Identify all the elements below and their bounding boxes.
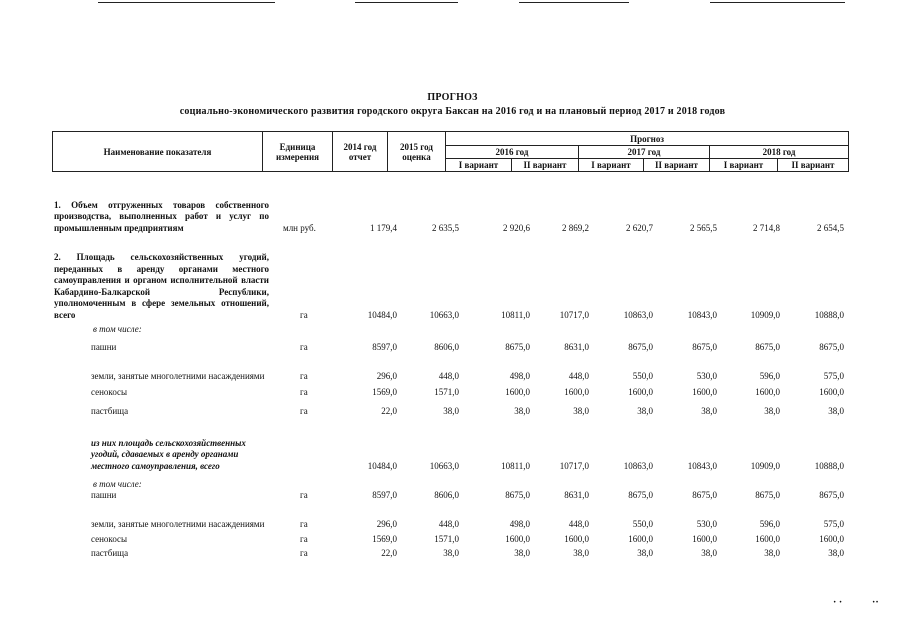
table-row [0,196,905,234]
value-2016-v1: 8675,0 [505,489,530,500]
value-2018-v1: 10909,0 [750,460,780,471]
table-row [0,506,905,530]
value-2017-v1: 10863,0 [623,460,653,471]
value-2015: 1571,0 [434,386,459,397]
table-row [0,386,905,398]
value-2018-v2: 8675,0 [819,341,844,352]
value-2014: 1 179,4 [370,222,397,233]
value-2016-v2: 2 869,2 [562,222,589,233]
value-2016-v1: 10811,0 [501,309,530,320]
value-2017-v2: 38,0 [701,405,717,416]
value-2017-v1: 550,0 [632,370,653,381]
table-row [0,341,905,353]
row-unit: га [300,518,308,529]
value-2017-v1: 1600,0 [628,386,653,397]
value-2016-v2: 1600,0 [564,533,589,544]
value-2016-v1: 498,0 [509,518,530,529]
header-variant-2: II вариант [644,159,710,172]
value-2016-v1: 1600,0 [505,386,530,397]
value-2016-v2: 10717,0 [559,309,589,320]
value-2018-v2: 8675,0 [819,489,844,500]
value-2018-v2: 2 654,5 [817,222,844,233]
value-2016-v1: 498,0 [509,370,530,381]
value-2014: 1569,0 [372,533,397,544]
header-2015: 2015 год оценка [388,132,446,172]
scan-speck: ·· [872,597,879,608]
row-unit: га [300,386,308,397]
value-2014: 8597,0 [372,489,397,500]
value-2015: 448,0 [438,370,459,381]
value-2017-v2: 530,0 [696,370,717,381]
scan-line [710,2,845,3]
value-2018-v2: 38,0 [828,405,844,416]
row-label: земли, занятые многолетними насаждениями [91,518,265,529]
value-2016-v1: 2 920,6 [503,222,530,233]
row-unit: га [300,533,308,544]
value-2018-v2: 575,0 [823,370,844,381]
value-2018-v1: 38,0 [764,547,780,558]
value-2016-v1: 8675,0 [505,341,530,352]
value-2017-v2: 10843,0 [687,309,717,320]
value-2015: 8606,0 [434,341,459,352]
value-2015: 1571,0 [434,533,459,544]
value-2017-v2: 1600,0 [692,386,717,397]
header-2018: 2018 год [710,146,849,159]
value-2015: 448,0 [438,518,459,529]
table-row [0,533,905,545]
header-variant-1: I вариант [710,159,778,172]
value-2014: 1569,0 [372,386,397,397]
scan-line [355,2,458,3]
header-2014: 2014 год отчет [333,132,388,172]
value-2017-v1: 8675,0 [628,489,653,500]
row-label: сенокосы [91,533,128,544]
value-2016-v2: 38,0 [573,547,589,558]
value-2018-v2: 575,0 [823,518,844,529]
value-2016-v2: 448,0 [568,370,589,381]
table-row [0,358,905,382]
value-2014: 22,0 [381,405,397,416]
value-2015: 38,0 [443,547,459,558]
value-2018-v2: 1600,0 [819,386,844,397]
row-label: пашни [91,341,117,352]
table-row [0,424,905,472]
value-2018-v1: 1600,0 [755,533,780,544]
row-label: пастбища [91,405,129,416]
value-2017-v1: 38,0 [637,547,653,558]
value-2018-v1: 596,0 [759,518,780,529]
value-2017-v2: 2 565,5 [690,222,717,233]
value-2018-v1: 8675,0 [755,341,780,352]
value-2014: 296,0 [376,518,397,529]
value-2017-v2: 1600,0 [692,533,717,544]
value-2018-v1: 596,0 [759,370,780,381]
value-2017-v2: 38,0 [701,547,717,558]
value-2017-v1: 38,0 [637,405,653,416]
row-unit: га [300,341,308,352]
table-row [0,323,905,335]
header-variant-2: II вариант [778,159,849,172]
row-label: 2. Площадь сельскохозяйственных угодий, переданных в аренду органами местного самоуправления и органом исполнительной власти Кабардино-Балкарской Республики, уполномоченным в сфере земельных отношений, всего [54,252,269,320]
value-2016-v1: 38,0 [514,405,530,416]
row-label: 1. Объем отгруженных товаров собственного производства, выполненных работ и услуг по промышленным предприятиям [54,199,269,233]
row-unit: га [300,309,308,320]
value-2017-v1: 550,0 [632,518,653,529]
row-label: в том числе: [93,478,142,489]
value-2016-v2: 10717,0 [559,460,589,471]
value-2018-v1: 1600,0 [755,386,780,397]
value-2016-v2: 448,0 [568,518,589,529]
row-unit: га [300,489,308,500]
header-unit: Единица измерения [263,132,333,172]
value-2017-v1: 1600,0 [628,533,653,544]
row-unit: га [300,405,308,416]
value-2015: 2 635,5 [432,222,459,233]
row-label: в том числе: [93,323,142,334]
row-label: сенокосы [91,386,128,397]
scan-line [98,2,275,3]
value-2018-v1: 2 714,8 [753,222,780,233]
value-2016-v1: 1600,0 [505,533,530,544]
row-label: пашни [91,489,117,500]
value-2018-v1: 8675,0 [755,489,780,500]
value-2018-v2: 38,0 [828,547,844,558]
header-variant-1: I вариант [579,159,644,172]
value-2017-v2: 8675,0 [692,341,717,352]
row-unit: га [300,547,308,558]
value-2016-v2: 8631,0 [564,341,589,352]
value-2016-v2: 1600,0 [564,386,589,397]
value-2017-v1: 8675,0 [628,341,653,352]
value-2017-v1: 2 620,7 [626,222,653,233]
value-2016-v1: 10811,0 [501,460,530,471]
value-2016-v2: 8631,0 [564,489,589,500]
scan-line [519,2,629,3]
value-2016-v1: 38,0 [514,547,530,558]
value-2018-v2: 10888,0 [814,309,844,320]
value-2014: 10484,0 [367,460,397,471]
value-2015: 10663,0 [429,460,459,471]
header-variant-1: I вариант [446,159,512,172]
value-2017-v1: 10863,0 [623,309,653,320]
row-label: пастбища [91,547,129,558]
header-2016: 2016 год [446,146,579,159]
row-label: из них площадь сельскохозяйственных угодий, сдаваемых в аренду органами местного самоуправления, всего [91,437,246,471]
document-subtitle: социально-экономического развития городского округа Баксан на 2016 год и на плановый период 2017 и 2018 годов [179,106,726,117]
value-2017-v2: 8675,0 [692,489,717,500]
row-label: земли, занятые многолетними насаждениями [91,370,265,381]
value-2017-v2: 530,0 [696,518,717,529]
value-2017-v2: 10843,0 [687,460,717,471]
value-2014: 8597,0 [372,341,397,352]
table-row [0,489,905,501]
value-2018-v1: 10909,0 [750,309,780,320]
value-2015: 38,0 [443,405,459,416]
value-2015: 8606,0 [434,489,459,500]
value-2018-v2: 10888,0 [814,460,844,471]
table-row [0,246,905,321]
header-forecast: Прогноз [446,132,849,146]
table-row [0,405,905,417]
row-unit: млн руб. [283,222,316,233]
header-2017: 2017 год [579,146,710,159]
value-2014: 10484,0 [367,309,397,320]
forecast-table-header [52,131,849,172]
document-title: ПРОГНОЗ [427,92,478,103]
table-row [0,547,905,559]
value-2016-v2: 38,0 [573,405,589,416]
value-2015: 10663,0 [429,309,459,320]
row-unit: га [300,370,308,381]
value-2014: 296,0 [376,370,397,381]
scan-speck: · · [833,597,843,608]
header-name: Наименование показателя [53,132,263,172]
header-variant-2: II вариант [512,159,579,172]
value-2014: 22,0 [381,547,397,558]
value-2018-v2: 1600,0 [819,533,844,544]
value-2018-v1: 38,0 [764,405,780,416]
